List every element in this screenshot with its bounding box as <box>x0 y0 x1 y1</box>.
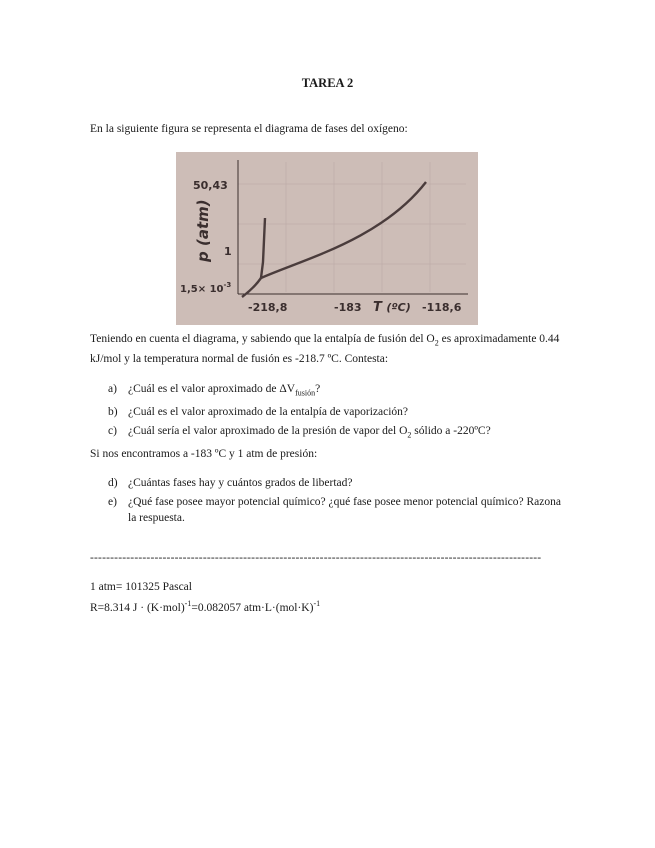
question-e: e) ¿Qué fase posee mayor potencial químico? ¿qué fase posee menor potencial químico? Razona la respuesta. <box>108 496 561 524</box>
question-marker: a) <box>108 383 117 395</box>
phase-diagram-figure <box>176 152 478 325</box>
context-paragraph: Teniendo en cuenta el diagrama, y sabiendo que la entalpía de fusión del $O_2$ es aproximadamente 0.44 kJ/mol y la temperatura normal de fusión es -218.7 ºC. Contesta: <box>90 333 560 366</box>
question-marker: e) <box>108 496 117 508</box>
condition-paragraph: Si nos encontramos a -183 ºC y 1 atm de presión: <box>90 448 318 460</box>
fusion-curve <box>261 218 265 278</box>
xtick-label-3: -118,6 <box>422 301 462 314</box>
ytick-label-top: 50,43 <box>193 179 228 192</box>
question-marker: d) <box>108 477 118 489</box>
constant-r: R=8.314 $J \cdot (K\cdot mol)^{-1}=0.082057$ $atm\cdot L\cdot(mol\cdot K)^{-1}$ <box>90 599 321 614</box>
question-a: a) ¿Cuál es el valor aproximado de $\Delta V_{fusión}$? <box>108 383 321 398</box>
question-c: c) ¿Cuál sería el valor aproximado de la presión de vapor del $O_2$ sólido a -220ºC? <box>108 425 491 440</box>
x-axis-title: T (ºC) <box>373 300 411 315</box>
question-list-1 <box>108 381 563 447</box>
xtick-label-1: -218,8 <box>248 301 288 314</box>
ytick-label-bottom: $1,5\times 10^{-3}$ <box>180 281 232 295</box>
question-marker: c) <box>108 425 117 438</box>
question-b: b) ¿Cuál es el valor aproximado de la entalpía de vaporización? <box>108 406 409 419</box>
question-list-2 <box>108 475 563 529</box>
intro-paragraph: En la siguiente figura se representa el diagrama de fases del oxígeno: <box>90 123 408 135</box>
ytick-label-mid: 1 <box>224 245 232 258</box>
xtick-label-2: -183 <box>334 301 362 314</box>
constant-atm: 1 atm= 101325 Pascal <box>90 581 192 593</box>
question-d: d) ¿Cuántas fases hay y cuántos grados de libertad? <box>108 477 353 489</box>
separator-line: ---------------------------------------------------------------------------------------------------------------- <box>90 552 542 564</box>
phase-diagram-chart <box>176 152 478 325</box>
y-axis-title: p (atm) <box>194 199 212 262</box>
question-marker: b) <box>108 406 118 419</box>
page-title: TAREA 2 <box>301 76 354 90</box>
